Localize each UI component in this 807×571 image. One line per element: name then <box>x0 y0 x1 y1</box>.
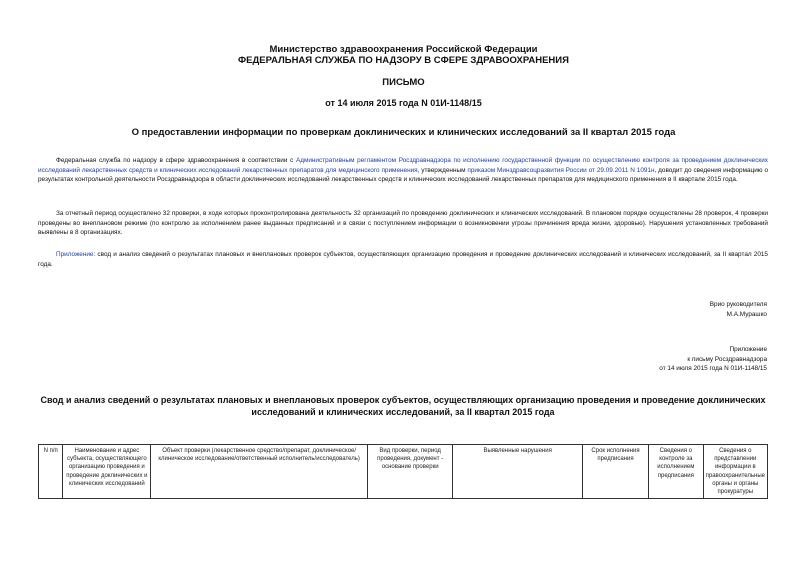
table-header-cell: Сведения о контроле за исполнением предписания <box>649 445 704 499</box>
table-header-cell: Вид проверки, период проведения, документ - основание проверки <box>368 445 453 499</box>
table-header-row <box>39 445 768 499</box>
appendix-header <box>659 345 767 374</box>
order-link[interactable]: приказом Минздравсоцразвития России от 29.09.2011 N 1091н <box>467 166 655 174</box>
table-header-cell: Срок исполнения предписания <box>582 445 648 499</box>
paragraph-1 <box>38 156 768 185</box>
ministry-name: Министерство здравоохранения Российской Федерации <box>269 44 538 55</box>
appendix-ref: к письму Росздравнадзора <box>687 355 767 363</box>
paragraph-3-rest: : свод и анализ сведений о результатах плановых и внеплановых проверок субъектов, осуществляющих организацию проведения и проведение доклинических исследований и клинических исследований, за II квартал 2015 года. <box>38 251 768 268</box>
table-header-cell: Выявленные нарушения <box>453 445 583 499</box>
paragraph-1-start: Федеральная служба по надзору в сфере здравоохранения в соответствии с <box>56 157 296 164</box>
signatory-name: М.А.Мурашко <box>726 310 767 318</box>
appendix-date: от 14 июля 2015 года N 01И-1148/15 <box>659 365 767 373</box>
paragraph-3 <box>38 250 768 269</box>
appendix-link[interactable]: Приложение <box>56 251 94 258</box>
service-name: ФЕДЕРАЛЬНАЯ СЛУЖБА ПО НАДЗОРУ В СФЕРЕ ЗДРАВООХРАНЕНИЯ <box>238 55 569 66</box>
signatory-role: Врио руководителя <box>709 301 767 308</box>
table-header-cell: Объект проверки (лекарственное средство/препарат, доклиническое/клиническое исследование/ответственный исполнитель/исследователь) <box>151 445 368 499</box>
paragraph-2: За отчетный период осуществлено 32 проверки, в ходе которых проконтролирована деятельность 32 организаций по проведению доклинических и клинических исследований. В плановом порядке осуществлены 28 проверок, 4 проверки проведены во внеплановом режиме (по контролю за исполнением ранее выданных предписаний и в связи с поступлением информации о возникновении угрозы причинения вреда жизни, здоровью). Нарушения установленных требований выявлены в 8 организациях. <box>38 210 768 237</box>
table-header-cell: Сведения о представлении информации в правоохранительные органы и органы прокуратуры <box>703 445 767 499</box>
paragraph-1-end: , доводит до сведения информацию о результатах контрольной деятельности Росздравнадзора в области доклинических исследований лекарственных средств и клинических исследований лекарственных препаратов для медицинского применения в II квартале 2015 года. <box>38 166 769 184</box>
document-subject: О предоставлении информации по проверкам доклинических и клинических исследований за II квартал 2015 года <box>131 127 676 138</box>
table-header-cell: Наименование и адрес субъекта, осуществляющего организацию проведения и проведение доклинических и клинических исследований <box>63 445 151 499</box>
regulation-link[interactable]: Административным регламентом Росздравнадзора по исполнению государственной функции по осуществлению контроля за проведением доклинических исследований лекарственных средств и клинических исследований лекарственных препаратов для медицинского применения <box>38 157 768 174</box>
appendix-label: Приложение <box>729 346 767 353</box>
table-header-cell: N п/п <box>39 445 63 499</box>
signature-block <box>710 300 767 319</box>
appendix-title: Свод и анализ сведений о результатах плановых и внеплановых проверок субъектов, осуществляющих организацию проведения и проведение доклинических исследований и клинических исследований, за II квартал 2015 года <box>40 395 766 417</box>
document-date-number: от 14 июля 2015 года N 01И-1148/15 <box>325 98 482 108</box>
document-type: ПИСЬМО <box>382 77 425 88</box>
paragraph-1-mid: , утвержденным <box>417 166 468 174</box>
summary-table <box>38 444 768 499</box>
